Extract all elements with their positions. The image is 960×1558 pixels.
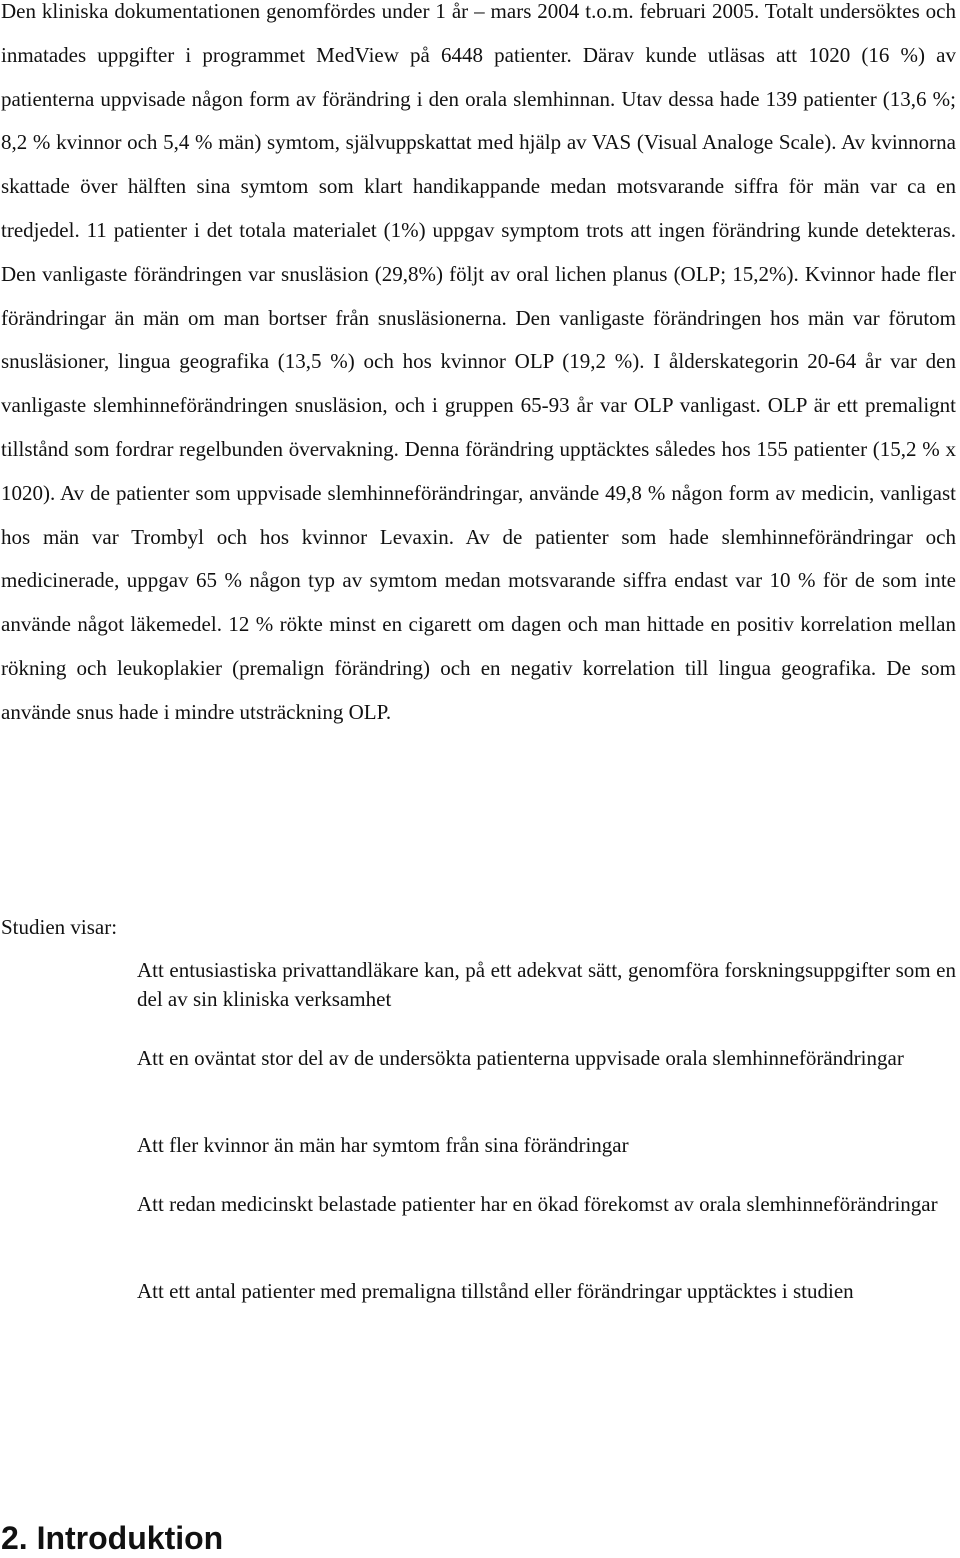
section-heading: 2. Introduktion (1, 1520, 224, 1556)
finding-item: Att fler kvinnor än män har symtom från sina förändringar (137, 1133, 629, 1157)
finding-item: Att en oväntat stor del av de undersökta patienterna uppvisade orala slemhinneförändringar (137, 1046, 904, 1070)
findings-lead-in: Studien visar: (1, 915, 118, 939)
finding-item: Att entusiastiska privattandläkare kan, på ett adekvat sätt, genomföra forskningsuppgifter som en del av sin kliniska verksamhet (137, 958, 956, 1011)
summary-paragraph: Den kliniska dokumentationen genomfördes under 1 år – mars 2004 t.o.m. februari 2005. Totalt undersöktes och inmatades uppgifter i programmet MedView på 6448 patienter. Därav kunde utläsas att 1020 (16 %) av patienterna uppvisade någon form av förändring i den orala slemhinnan. Utav dessa hade 139 patienter (13,6 %; 8,2 % kvinnor och 5,4 % män) symtom, självuppskattat med hjälp av VAS (Visual Analoge Scale). Av kvinnorna skattade över hälften sina symtom som klart handikappande medan motsvarande siffra för män var ca en tredjedel. 11 patienter i det totala materialet (1%) uppgav symptom trots att ingen förändring kunde detekteras. Den vanligaste förändringen var snusläsion (29,8%) följt av oral lichen planus (OLP; 15,2%). Kvinnor hade fler förändringar än män om man bortser från snusläsionerna. Den vanligaste förändringen hos män var förutom snusläsioner, lingua geografika (13,5 %) och hos kvinnor OLP (19,2 %). I ålderskategorin 20-64 år var den vanligaste slemhinneförändringen snusläsion, och i gruppen 65-93 år var OLP vanligast. OLP är ett premalignt tillstånd som fordrar regelbunden övervakning. Denna förändring upptäcktes således hos 155 patienter (15,2 % x 1020). Av de patienter som uppvisade slemhinneförändringar, använde 49,8 % någon form av medicin, vanligast hos män var Trombyl och hos kvinnor Levaxin. Av de patienter som hade slemhinneförändringar och medicinerade, uppgav 65 % någon typ av symtom medan motsvarande siffra endast var 10 % för de som inte använde något läkemedel. 12 % rökte minst en cigarett om dagen och man hittade en positiv korrelation mellan rökning och leukoplakier (premalign förändring) och en negativ korrelation till lingua geografika. De som använde snus hade i mindre utsträckning OLP. (1, 0, 956, 724)
finding-item: Att ett antal patienter med premaligna tillstånd eller förändringar upptäcktes i studien (137, 1279, 854, 1303)
finding-item: Att redan medicinskt belastade patienter har en ökad förekomst av orala slemhinneförändringar (137, 1192, 938, 1216)
